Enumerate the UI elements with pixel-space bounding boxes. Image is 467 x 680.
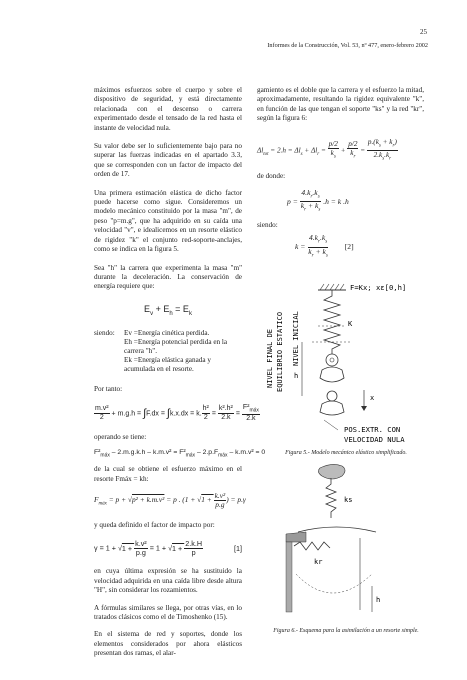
equation-tanto: $\frac{\text{m.v²}}{2}$ + m.g.h = ∫F.dx = ∫k.x.dx = k. $\frac{\text{h²}}{2}$ = $\frac{\text{k².h²}}{2.k}$ = $\frac{F^2_{máx}}{2.k}$ xyxy=(95,403,259,423)
para-cual: de la cual se obtiene el esfuerzo máximo en el resorte Fmáx = kh: xyxy=(94,465,242,483)
equation-number-1: [1] xyxy=(234,544,242,554)
fig6-h-label: h xyxy=(376,596,381,604)
fig6-spring-ks xyxy=(326,478,336,518)
left-paragraph-6: A fórmulas similares se llega, por otras vías, en lo tratados clásicos como el de Timoshenko (15). xyxy=(94,603,242,621)
fig6-net-curve xyxy=(298,527,376,532)
siendo-right: siendo: xyxy=(257,220,278,229)
para-factor: y queda definido el factor de impacto por: xyxy=(94,520,215,529)
fig5-mass-body xyxy=(320,367,344,382)
fig6-net-base xyxy=(286,532,306,542)
left-column xyxy=(94,86,266,659)
running-header: Informes de la Construcción, Vol. 53, nº 477, enero-febrero 2002 xyxy=(267,42,428,49)
left-paragraph-3: Una primera estimación elástica de dicho factor puede hacerse como sigue. Consideremos un modelo mecánico constituido por la masa "m", de peso "p=m.g", que ha adquirido en su caída una velocidad "v", e idealicemos en un resorte elástico de rigidez "k" el conjunto red-soporte-anclajes, como se indica en la figura 5. xyxy=(94,188,242,254)
fig5-k-label: K xyxy=(348,320,353,328)
fig5-mass-circle xyxy=(327,391,337,401)
left-paragraph-2: Su valor debe ser lo suficientemente bajo para no superar las fuerzas indicadas en el apartado 3.3, que se corresponden con un factor de impacto del orden de 17. xyxy=(94,142,242,179)
siendo-label: siendo: xyxy=(94,328,115,337)
fig5-vertical-label: NIVEL FINAL DE xyxy=(266,328,274,388)
figure-6-caption: Figura 6.- Esquema para la asimilación a un resorte simple. xyxy=(273,628,419,634)
fig6-net-dashed xyxy=(296,574,372,593)
definition-item: Ev =Energía cinética perdida. xyxy=(124,328,210,337)
left-paragraph-5: en cuya última expresión se ha sustituido la velocidad adquirida en una caída libre desde altura "H", sin considerar los rozamientos. xyxy=(94,567,242,595)
fig6-support xyxy=(318,464,345,479)
figure-6 xyxy=(276,462,416,622)
fig5-x-label: x xyxy=(370,394,375,402)
fig6-left-post xyxy=(286,542,292,612)
fig5-spring xyxy=(324,290,340,354)
fig6-spring-kr xyxy=(294,542,330,550)
equation-operando: $F^2_{máx} - 2.m.g.k.h - k.m.v^2 = F^2_{máx} - 2.p.F_{máx} - k.m.v^2 = 0$ xyxy=(94,448,266,459)
left-paragraph-7: En el sistema de red y soportes, donde los elementos considerados por ahora elásticos presentan dos ramas, el alar- xyxy=(94,630,242,658)
fig6-ks-label: ks xyxy=(344,496,353,504)
equation-number-2: [2] xyxy=(344,242,354,252)
operando: operando se tiene: xyxy=(94,433,147,442)
equation-fmax: $F_{máx} = p + √p^2 + k.m.v^2 = p$ . (1 + √1 + $\frac{\text{k.v²}}{p.g}$ ) = p.γ xyxy=(94,490,246,509)
definition-item: Eh =Energía potencial perdida en la carrera "h". xyxy=(124,337,228,355)
fig6-kr-label: kr xyxy=(314,558,323,566)
fig5-x-arrowhead xyxy=(361,406,367,411)
fig5-mass-circle xyxy=(326,354,338,366)
fig5-bottom-leader xyxy=(324,420,338,430)
fig5-mass-body xyxy=(320,401,344,415)
fig5-support-hatch xyxy=(320,284,344,290)
definition-item: Ek =Energía elástica ganada y acumulada en el resorte. xyxy=(124,356,211,374)
fig5-bottom-label: VELOCIDAD NULA xyxy=(344,435,405,444)
right-paragraph-1: gamiento es el doble que la carrera y el esfuerzo la mitad, aproximadamente, resultando la rigidez equivalente "k", en función de las que tengan el soporte "ks" y la red "kr", según la figura 6: xyxy=(257,86,424,123)
equation-p: p = $\frac{4.k_r.k_s}{k_r + k_s}$ .h = k .h xyxy=(287,187,349,213)
equation-energy: $E_v + E_h = E_k$ xyxy=(144,303,192,317)
fig5-h-label: h xyxy=(294,372,299,380)
fig5-force-label: F=Kx; xε[0,h] xyxy=(350,283,407,292)
fig5-vertical-label: NIVEL INICIAL xyxy=(292,311,300,366)
page-number: 25 xyxy=(420,28,427,36)
definitions xyxy=(94,329,242,375)
equation-delta: $\Delta l_{tot} = 2.h = \Delta l_s + \Delta l_r$ = $\frac{p/2}{k_s}$ + $\frac{p/2}{k_r}$ = $\frac{p.(k_s + k_r)}{2.k_s.k_r}$ xyxy=(257,137,397,162)
figure-5-caption: Figura 5.- Modelo mecánico elástico simplificado. xyxy=(285,450,407,456)
fig5-vertical-label: EQUILIBRIO ESTATICO xyxy=(276,311,284,392)
left-paragraph-4: Sea "h" la carrera que experimenta la masa "m" durante la deceleración. La conservación de energía requiere que: xyxy=(94,263,242,291)
de-donde: de donde: xyxy=(257,171,286,180)
por-tanto: Por tanto: xyxy=(94,384,123,393)
equation-gamma: γ = 1 + √1 + $\frac{\text{k.v²}}{p.g}$ = 1 + √1 + $\frac{2.k.H}{p}$ [1] xyxy=(94,539,242,558)
fig5-mass-circle xyxy=(330,358,334,362)
left-paragraph-1: máximos esfuerzos sobre el cuerpo y sobre el dispositivo de seguridad, y está directamente relacionada con el descenso o carrera experimentado desde el tensado de la red hasta el instante de velocidad nula. xyxy=(94,86,242,132)
fig5-bottom-label: POS.EXTR. CON xyxy=(344,425,401,434)
equation-k: k = $\frac{4.k_r.k_s}{k_r + k_s}$ [2] xyxy=(295,233,354,259)
right-column xyxy=(257,86,424,260)
figure-5 xyxy=(260,278,428,448)
